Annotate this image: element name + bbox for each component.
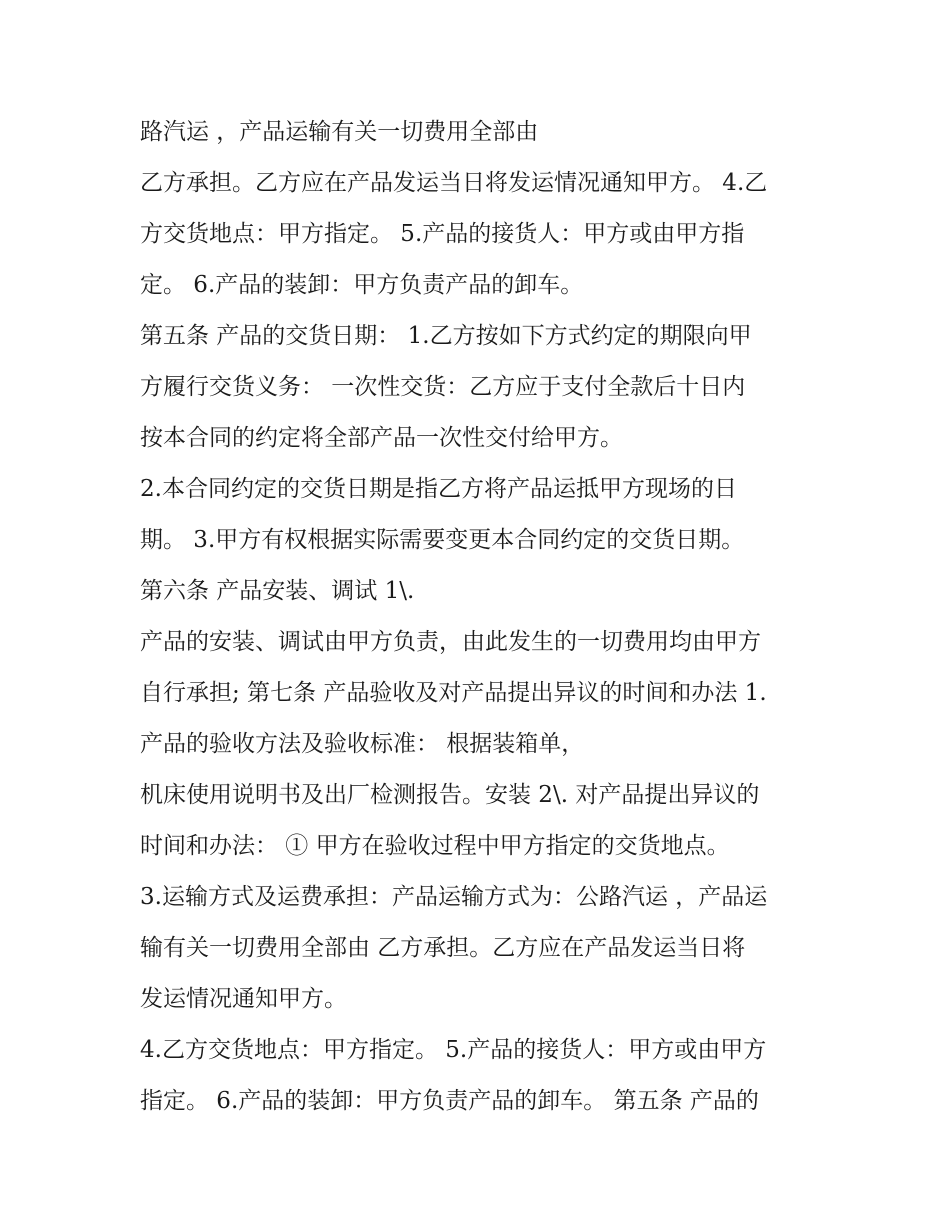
text-line: 方交货地点：甲方指定。 5.产品的接货人：甲方或由甲方指	[140, 221, 745, 247]
text-line: 产品的安装、调试由甲方负责，由此发生的一切费用均由甲方	[140, 629, 761, 655]
text-line: 指定。 6.产品的装卸：甲方负责产品的卸车。 第五条 产品的	[140, 1088, 759, 1114]
text-line: 2.本合同约定的交货日期是指乙方将产品运抵甲方现场的日	[140, 476, 737, 502]
text-line: 输有关一切费用全部由 乙方承担。乙方应在产品发运当日将	[140, 935, 746, 961]
text-line: 产品的验收方法及验收标准： 根据装箱单，	[140, 731, 585, 757]
text-line: 按本合同的约定将全部产品一次性交付给甲方。	[140, 425, 623, 451]
contract-text	[140, 107, 820, 1127]
text-line: 方履行交货义务： 一次性交货：乙方应于支付全款后十日内	[140, 374, 746, 400]
text-line: 3.运输方式及运费承担：产品运输方式为：公路汽运 ，产品运	[140, 884, 768, 910]
text-line: 期。 3.甲方有权根据实际需要变更本合同约定的交货日期。	[140, 527, 745, 553]
text-line: 第六条 产品安装、调试 1\.	[140, 578, 415, 604]
text-line: 路汽运 ，产品运输有关一切费用全部由	[140, 119, 539, 145]
text-line: 发运情况通知甲方。	[140, 986, 347, 1012]
text-line: 自行承担; 第七条 产品验收及对产品提出异议的时间和办法 1.	[140, 680, 767, 706]
text-line: 第五条 产品的交货日期： 1.乙方按如下方式约定的期限向甲	[140, 323, 752, 349]
text-line: 乙方承担。乙方应在产品发运当日将发运情况通知甲方。 4.乙	[140, 170, 768, 196]
text-line: 时间和办法： ① 甲方在验收过程中甲方指定的交货地点。	[140, 833, 730, 859]
text-line: 4.乙方交货地点：甲方指定。 5.产品的接货人：甲方或由甲方	[140, 1037, 767, 1063]
text-line: 定。 6.产品的装卸：甲方负责产品的卸车。	[140, 272, 584, 298]
text-line: 机床使用说明书及出厂检测报告。安装 2\. 对产品提出异议的	[140, 782, 760, 808]
